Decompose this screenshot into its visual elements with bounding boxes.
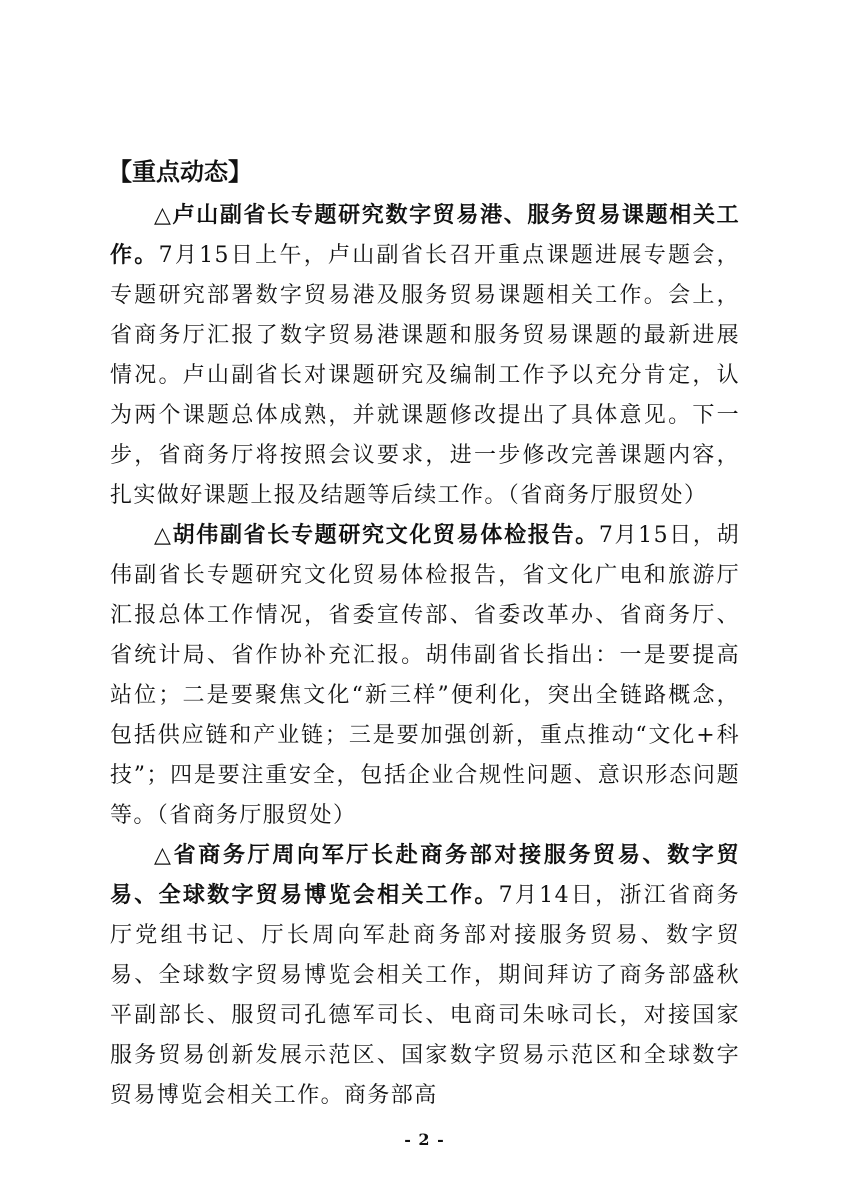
news-item-2	[110, 516, 740, 836]
news-item-body: 7月15日上午，卢山副省长召开重点课题进展专题会，专题研究部署数字贸易港及服务贸易课题相关工作。会上，省商务厅汇报了数字贸易港课题和服务贸易课题的最新进展情况。卢山副省长对课题研究及编制工作予以充分肯定，认为两个课题总体成熟，并就课题修改提出了具体意见。下一步，省商务厅将按照会议要求，进一步修改完善课题内容，扎实做好课题上报及结题等后续工作。（省商务厅服贸处）	[110, 243, 740, 508]
page-number: - 2 -	[404, 1130, 445, 1149]
news-item-body: 7月14日，浙江省商务厅党组书记、厅长周向军赴商务部对接服务贸易、数字贸易、全球数字贸易博览会相关工作，期间拜访了商务部盛秋平副部长、服贸司孔德军司长、电商司朱咏司长，对接国家服务贸易创新发展示范区、国家数字贸易示范区和全球数字贸易博览会相关工作。商务部高	[110, 883, 740, 1108]
news-item-headline: △胡伟副省长专题研究文化贸易体检报告。	[154, 523, 599, 548]
news-list	[110, 196, 740, 1116]
section-heading: 【重点动态】	[108, 158, 252, 186]
news-item-headline: △省商务厅周向军厅长赴商务部对接服务贸易、数字贸易、全球数字贸易博览会相关工作。	[110, 843, 740, 908]
news-item-body: 7月15日，胡伟副省长专题研究文化贸易体检报告，省文化广电和旅游厅汇报总体工作情况，省委宣传部、省委改革办、省商务厅、省统计局、省作协补充汇报。胡伟副省长指出：一是要提高站位；二是要聚焦文化“新三样”便利化，突出全链路概念，包括供应链和产业链；三是要加强创新，重点推动“文化+科技”；四是要注重安全，包括企业合规性问题、意识形态问题等。（省商务厅服贸处）	[110, 523, 740, 828]
news-item-headline: △卢山副省长专题研究数字贸易港、服务贸易课题相关工作。	[110, 203, 740, 268]
news-item-1	[110, 196, 740, 516]
news-item-3	[110, 836, 740, 1116]
